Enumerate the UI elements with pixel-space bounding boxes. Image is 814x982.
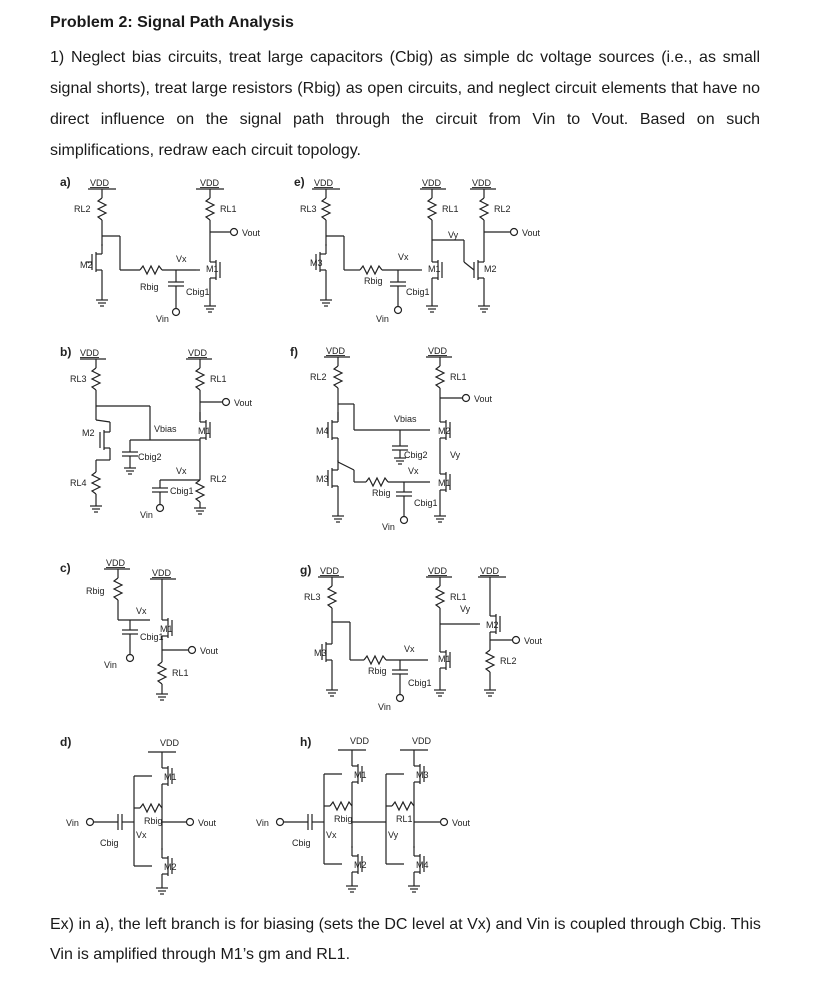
m3-label: M3 [314, 648, 327, 658]
vdd-label: VDD [80, 348, 100, 358]
circuit-h-label: h) [300, 735, 312, 749]
vy-label: Vy [448, 230, 459, 240]
rbig-label: Rbig [140, 282, 159, 292]
circuit-b [60, 345, 253, 520]
m2-label: M2 [484, 264, 497, 274]
rbig-label: Rbig [368, 666, 387, 676]
rl1-label: RL1 [396, 814, 413, 824]
rbig-label: Rbig [86, 586, 105, 596]
m1-label: M1 [428, 264, 441, 274]
m3-label: M3 [310, 258, 323, 268]
vin-label: Vin [376, 314, 389, 324]
circuit-c-label: c) [60, 561, 71, 575]
vin-label: Vin [104, 660, 117, 670]
vdd-label: VDD [90, 178, 110, 188]
vout-label: Vout [234, 398, 253, 408]
vdd-label: VDD [472, 178, 492, 188]
rl2-label: RL2 [74, 204, 91, 214]
m1-label: M1 [438, 478, 451, 488]
rbig-label: Rbig [364, 276, 383, 286]
rl3-label: RL3 [70, 374, 87, 384]
rl1-label: RL1 [442, 204, 459, 214]
rl3-label: RL3 [300, 204, 317, 214]
m2-label: M2 [354, 860, 367, 870]
vout-label: Vout [474, 394, 493, 404]
vin-label: Vin [378, 702, 391, 712]
rbig-label: Rbig [144, 816, 163, 826]
cbig1-label: Cbig1 [186, 287, 210, 297]
cbig2-label: Cbig2 [138, 452, 162, 462]
vdd-label: VDD [480, 566, 500, 576]
rl1-label: RL1 [172, 668, 189, 678]
vout-label: Vout [524, 636, 543, 646]
circuit-d-label: d) [60, 735, 72, 749]
circuit-d [60, 735, 217, 894]
rl2-label: RL2 [494, 204, 511, 214]
vdd-label: VDD [428, 566, 448, 576]
circuit-e-label: e) [294, 175, 305, 189]
circuit-g [300, 563, 543, 712]
cbig1-label: Cbig1 [140, 632, 164, 642]
vin-label: Vin [382, 522, 395, 532]
vdd-label: VDD [412, 736, 432, 746]
rbig-label: Rbig [334, 814, 353, 824]
m2-label: M2 [486, 620, 499, 630]
rl2-label: RL2 [500, 656, 517, 666]
m4-label: M4 [316, 426, 329, 436]
circuit-b-label: b) [60, 345, 72, 359]
rbig-label: Rbig [372, 488, 391, 498]
cbig1-label: Cbig1 [170, 486, 194, 496]
m1-label: M1 [438, 654, 451, 664]
m2-label: M2 [80, 260, 93, 270]
vdd-label: VDD [200, 178, 220, 188]
vx-label: Vx [136, 830, 147, 840]
circuit-a-label: a) [60, 175, 71, 189]
vin-label: Vin [256, 818, 269, 828]
rl2-label: RL2 [210, 474, 227, 484]
vout-label: Vout [200, 646, 219, 656]
vy-label: Vy [388, 830, 399, 840]
vy-label: Vy [450, 450, 461, 460]
vx-label: Vx [404, 644, 415, 654]
rl2-label: RL2 [310, 372, 327, 382]
vdd-label: VDD [422, 178, 442, 188]
m1-label: M1 [160, 624, 173, 634]
vdd-label: VDD [188, 348, 208, 358]
vdd-label: VDD [152, 568, 172, 578]
vdd-label: VDD [160, 738, 180, 748]
m1-label: M1 [354, 770, 367, 780]
vdd-label: VDD [428, 346, 448, 356]
circuit-f-label: f) [290, 345, 298, 359]
rl1-label: RL1 [220, 204, 237, 214]
m3-label: M3 [316, 474, 329, 484]
vin-label: Vin [140, 510, 153, 520]
vx-label: Vx [176, 254, 187, 264]
m4-label: M4 [416, 860, 429, 870]
circuit-f [290, 345, 493, 532]
m2-label: M2 [82, 428, 95, 438]
vx-label: Vx [176, 466, 187, 476]
circuit-e [294, 175, 541, 324]
vx-label: Vx [326, 830, 337, 840]
circuit-g-label: g) [300, 563, 312, 577]
vx-label: Vx [398, 252, 409, 262]
m2-label: M2 [438, 426, 451, 436]
vdd-label: VDD [326, 346, 346, 356]
cbig-label: Cbig [100, 838, 119, 848]
vout-label: Vout [522, 228, 541, 238]
vx-label: Vx [408, 466, 419, 476]
cbig1-label: Cbig1 [414, 498, 438, 508]
circuit-a [60, 175, 261, 324]
vy-label: Vy [460, 604, 471, 614]
m3-label: M3 [416, 770, 429, 780]
rl1-label: RL1 [450, 592, 467, 602]
circuit-c [60, 558, 219, 700]
vin-label: Vin [66, 818, 79, 828]
vbias-label: Vbias [154, 424, 177, 434]
m2-label: M2 [164, 862, 177, 872]
vdd-label: VDD [106, 558, 126, 568]
vout-label: Vout [452, 818, 471, 828]
rl1-label: RL1 [450, 372, 467, 382]
cbig2-label: Cbig2 [404, 450, 428, 460]
vdd-label: VDD [314, 178, 334, 188]
vout-label: Vout [198, 818, 217, 828]
rl1-label: RL1 [210, 374, 227, 384]
footer-note: Ex) in a), the left branch is for biasing (sets the DC level at Vx) and Vin is coupled through Cbig. This Vin is amplified through M1’s gm and RL1. [50, 916, 761, 963]
rl3-label: RL3 [304, 592, 321, 602]
problem-title: Problem 2: Signal Path Analysis [50, 14, 294, 31]
circuit-h [256, 735, 471, 892]
m1-label: M1 [164, 772, 177, 782]
vin-label: Vin [156, 314, 169, 324]
m1-label: M1 [206, 264, 219, 274]
cbig-label: Cbig [292, 838, 311, 848]
vbias-label: Vbias [394, 414, 417, 424]
cbig1-label: Cbig1 [406, 287, 430, 297]
rl4-label: RL4 [70, 478, 87, 488]
vdd-label: VDD [320, 566, 340, 576]
vout-label: Vout [242, 228, 261, 238]
vx-label: Vx [136, 606, 147, 616]
cbig1-label: Cbig1 [408, 678, 432, 688]
m1-label: M1 [198, 426, 211, 436]
vdd-label: VDD [350, 736, 370, 746]
problem-intro: 1) Neglect bias circuits, treat large capacitors (Cbig) as simple dc voltage sources (i.e., as small signal shorts), treat large resistors (Rbig) as open circuits, and neglect circuit elements that have no direct influence on the signal path through the circuit from Vin to Vout. Based on such simplifications, redraw each circuit topology. [50, 49, 760, 159]
